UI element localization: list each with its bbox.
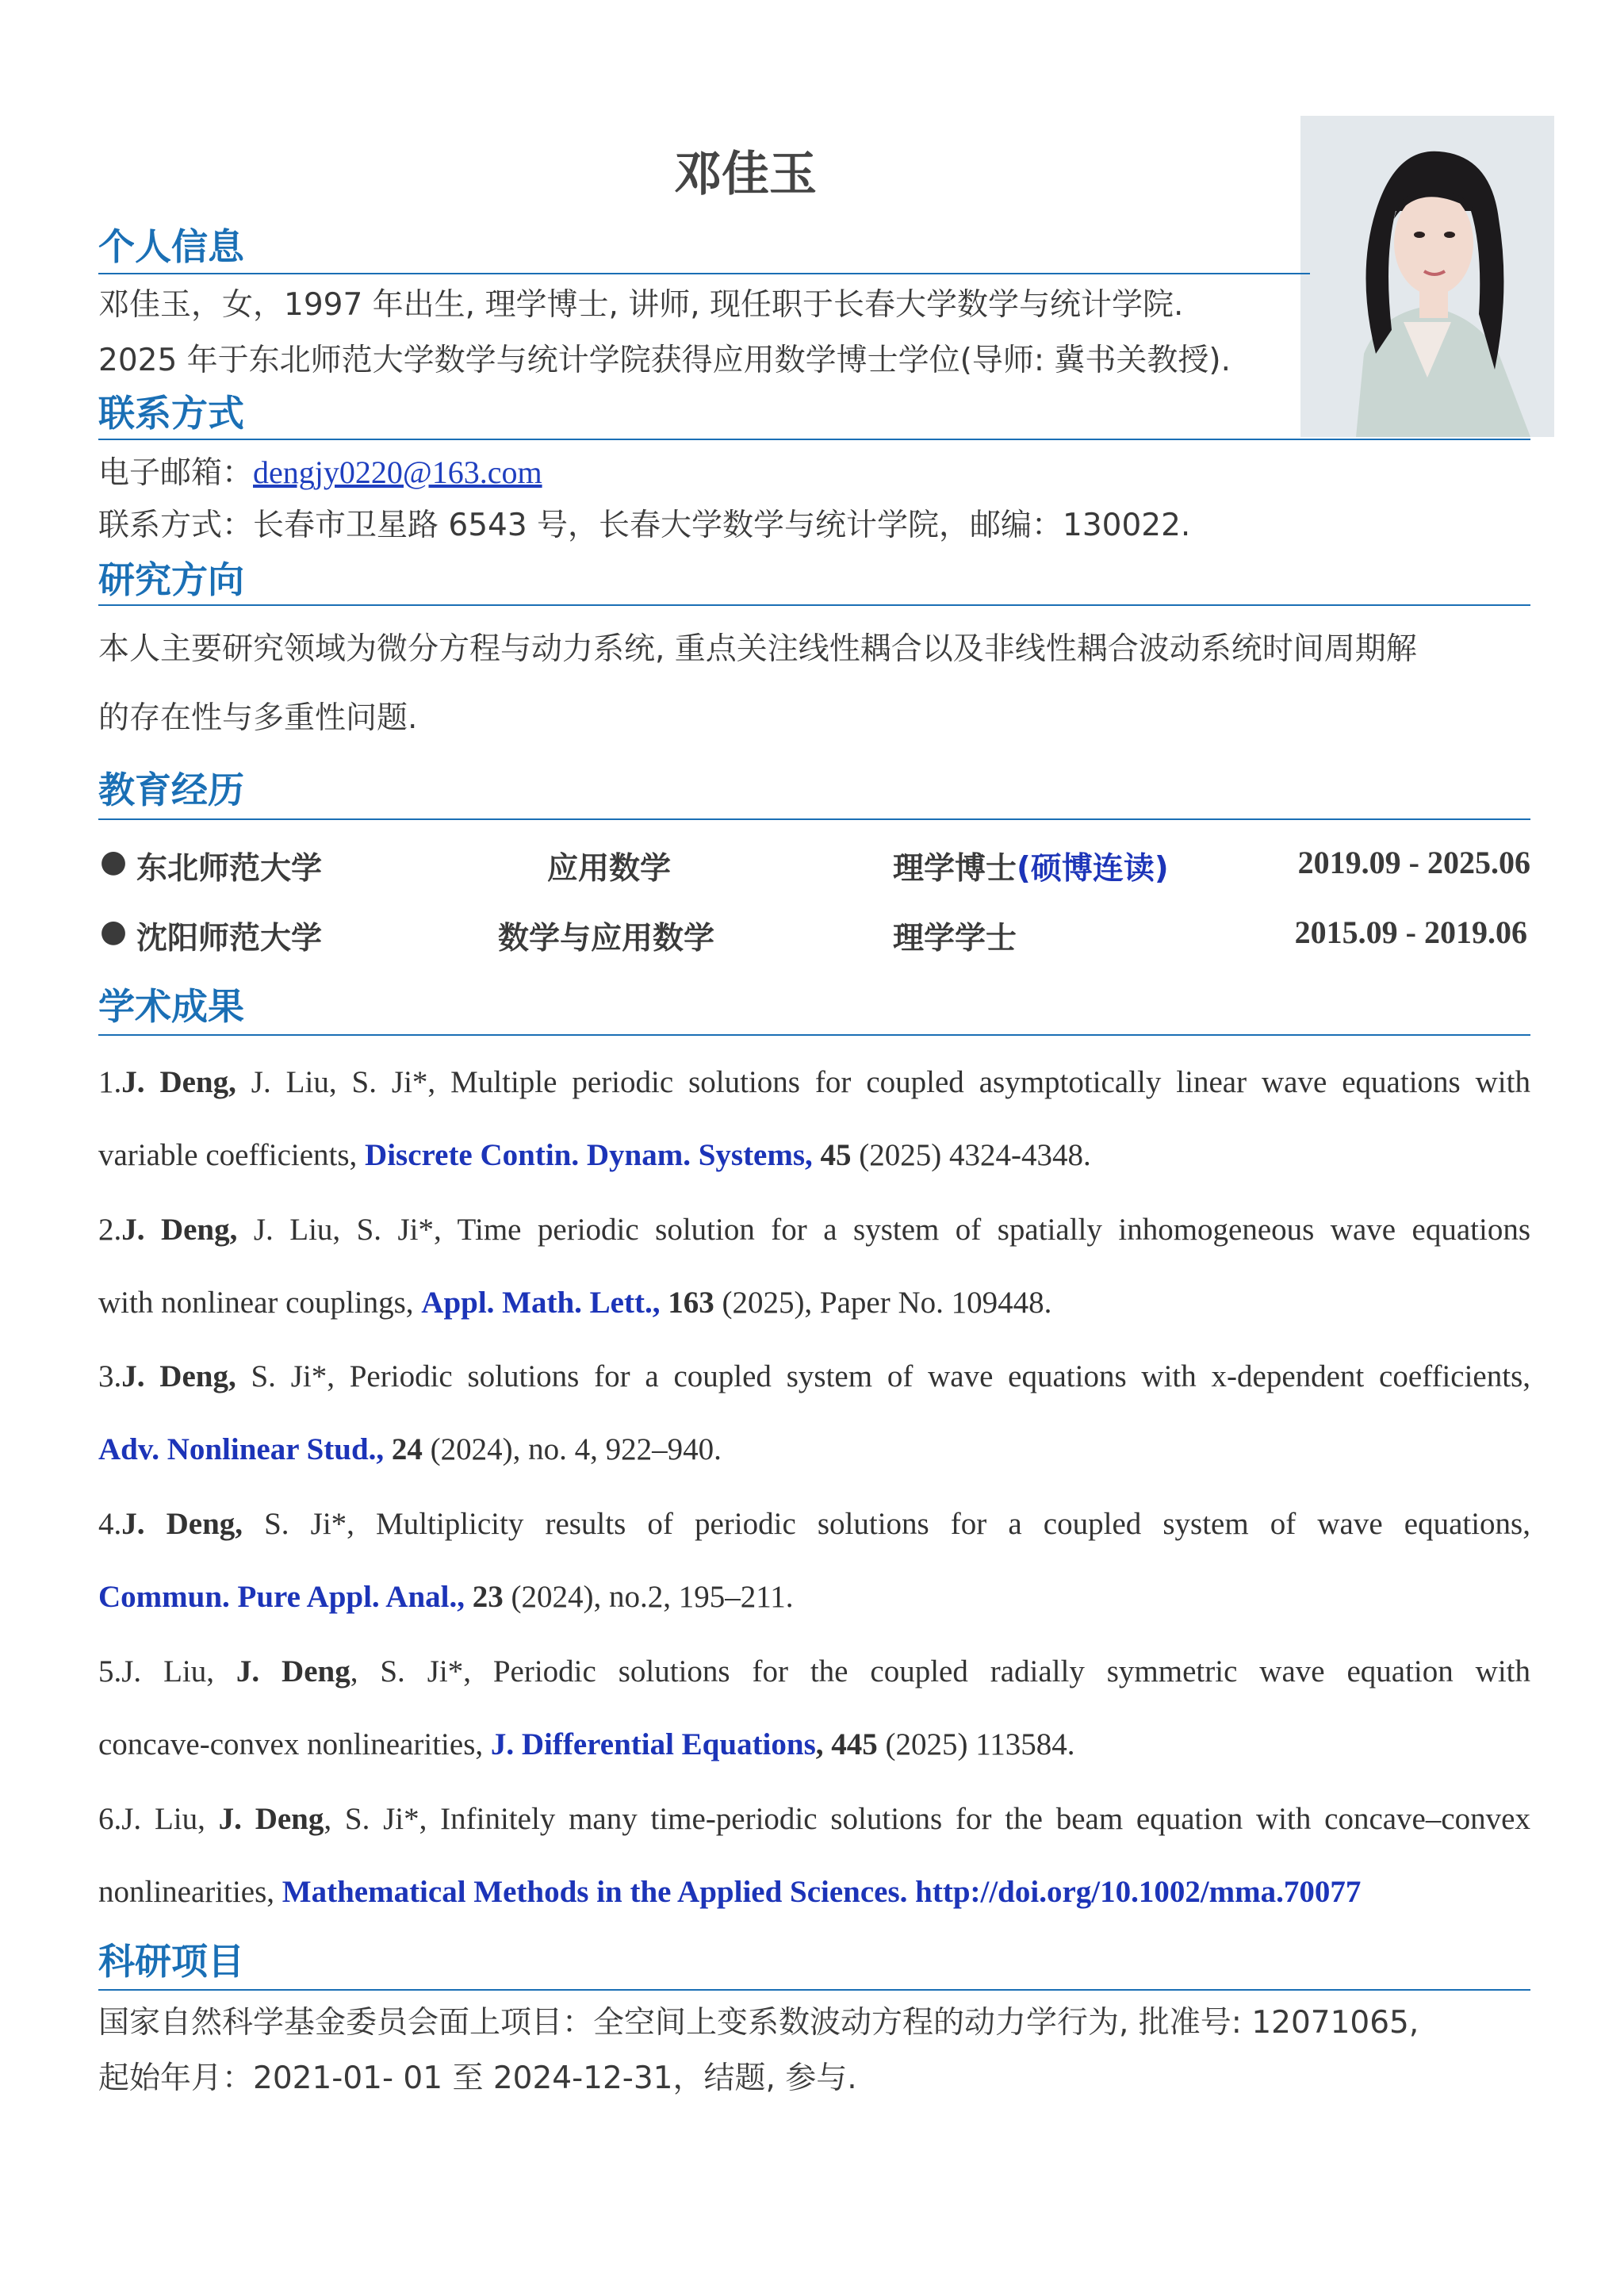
portrait-icon [1300, 116, 1554, 437]
major: 数学与应用数学 [498, 921, 715, 956]
journal-name: Appl. Math. Lett., [421, 1286, 661, 1320]
author-highlight: J. Deng, [121, 1213, 238, 1247]
publication-item: 2.J. Deng, J. Liu, S. Ji*, Time periodic solution for a system of spatially inhomogeneous wave equations with nonlinear couplings, Appl. Math. Lett., 163 (2025), Paper No. 109448. [98, 1213, 1531, 1320]
section-title-research: 研究方向 [98, 558, 244, 601]
publication-item: 4.J. Deng, S. Ji*, Multiplicity results of periodic solutions for a coupled system of wave equations, Commun. Pure Appl. Anal., 23 (2024), no.2, 195–211. [98, 1507, 1530, 1614]
journal-name: J. Differential Equations [490, 1727, 816, 1761]
section-divider [98, 1034, 1530, 1036]
email-label: 电子邮箱： [98, 455, 254, 491]
section-divider [98, 273, 1310, 274]
education-row [98, 844, 1530, 891]
project-line-1: 国家自然科学基金委员会面上项目：全空间上变系数波动方程的动力学行为, 批准号: 12071065, [98, 2005, 1419, 2041]
section-divider [98, 1989, 1530, 1991]
period: 2019.09 - 2025.06 [1297, 845, 1530, 880]
project-line-2: 起始年月：2021-01- 01 至 2024-12-31，结题, 参与. [98, 2060, 857, 2096]
email-row [98, 454, 542, 493]
section-title-education: 教育经历 [98, 769, 244, 811]
publication-item: 6.J. Liu, J. Deng, S. Ji*, Infinitely many time-periodic solutions for the beam equation with concave–convex nonlinearities, Mathematical Methods in the Applied Sciences. http://doi.org/10.1002/mma.70077 [98, 1802, 1530, 1909]
page-title: 邓佳玉 [674, 147, 817, 202]
bullet-icon: ● [100, 914, 128, 949]
degree-note: (硕博连读) [1017, 851, 1169, 887]
major: 应用数学 [547, 851, 672, 887]
degree [893, 844, 1169, 888]
personal-line-2: 2025 年于东北师范大学数学与统计学院获得应用数学博士学位(导师: 冀书关教授). [98, 343, 1231, 378]
journal-name: Adv. Nonlinear Stud., [98, 1432, 385, 1466]
author-highlight: J. Deng, [121, 1359, 236, 1393]
author-highlight: J. Deng, [121, 1065, 236, 1099]
period: 2015.09 - 2019.06 [1294, 914, 1527, 950]
journal-name: Discrete Contin. Dynam. Systems, [365, 1138, 813, 1172]
personal-line-1: 邓佳玉，女，1997 年出生, 理学博士, 讲师, 现任职于长春大学数学与统计学院. [98, 287, 1184, 323]
education-row [98, 914, 1530, 961]
address-line: 联系方式：长春市卫星路 6543 号，长春大学数学与统计学院，邮编：130022. [98, 508, 1191, 543]
author-highlight: J. Deng, [121, 1507, 243, 1541]
section-title-contact: 联系方式 [98, 392, 244, 435]
publication-item: 3.J. Deng, S. Ji*, Periodic solutions for a coupled system of wave equations with x-dependent coefficients, Adv. Nonlinear Stud., 24 (2024), no. 4, 922–940. [98, 1359, 1530, 1466]
degree: 理学学士 [893, 921, 1017, 956]
section-divider [98, 818, 1530, 820]
author-highlight: J. Deng [218, 1802, 324, 1836]
section-title-personal: 个人信息 [98, 225, 244, 268]
section-title-academic: 学术成果 [98, 985, 244, 1028]
journal-name: Mathematical Methods in the Applied Sciences. http://doi.org/10.1002/mma.70077 [282, 1875, 1362, 1909]
author-highlight: J. Deng [236, 1654, 350, 1688]
research-line-1: 本人主要研究领域为微分方程与动力系统, 重点关注线性耦合以及非线性耦合波动系统时间周期解 [98, 631, 1417, 667]
publication-item: 5.J. Liu, J. Deng, S. Ji*, Periodic solutions for the coupled radially symmetric wave equation with concave-convex nonlinearities, J. Differential Equations, 445 (2025) 113584. [98, 1654, 1530, 1761]
publication-item: 1.J. Deng, J. Liu, S. Ji*, Multiple periodic solutions for coupled asymptotically linear wave equations with variable coefficients, Discrete Contin. Dynam. Systems, 45 (2025) 4324-4348. [98, 1065, 1530, 1172]
journal-name: Commun. Pure Appl. Anal., [98, 1580, 465, 1614]
section-divider [98, 439, 1530, 440]
school: 沈阳师范大学 [136, 921, 323, 956]
school: 东北师范大学 [136, 851, 323, 887]
section-title-projects: 科研项目 [98, 1940, 244, 1983]
research-line-2: 的存在性与多重性问题. [98, 700, 418, 736]
portrait-photo [1300, 116, 1554, 437]
bullet-icon: ● [100, 844, 128, 880]
email-link[interactable]: dengjy0220@163.com [253, 454, 542, 490]
degree-name: 理学博士 [893, 851, 1017, 887]
section-divider [98, 604, 1530, 606]
